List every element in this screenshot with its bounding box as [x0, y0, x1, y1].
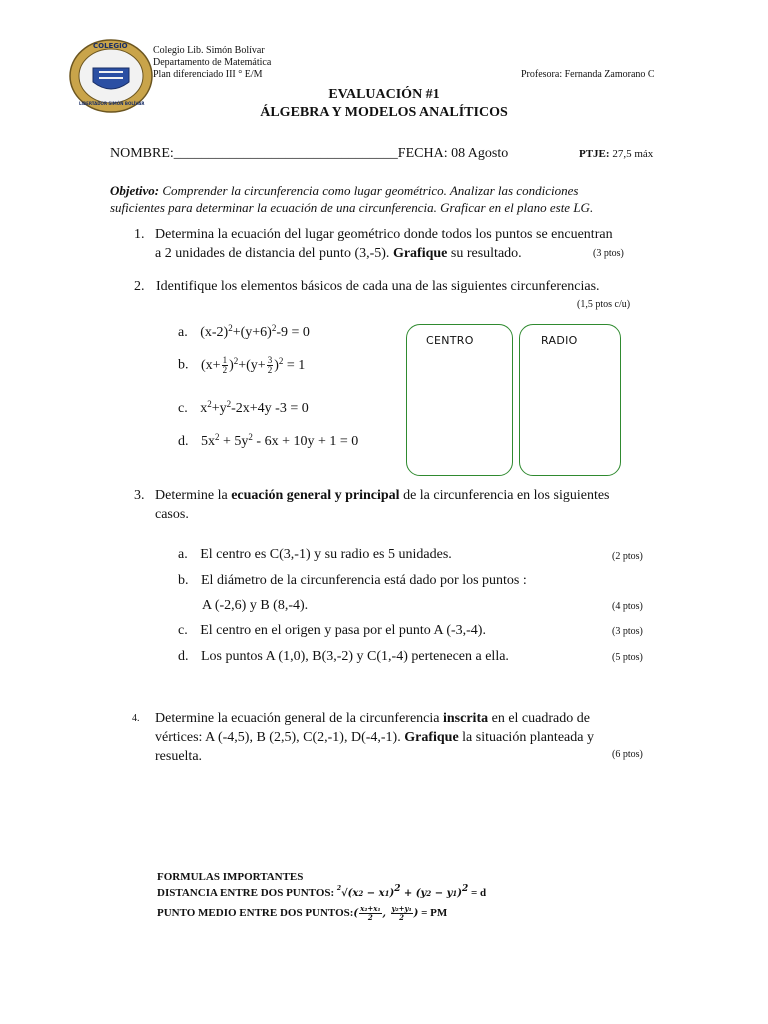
q3-line-2: casos.	[155, 507, 189, 522]
q2-item-b	[178, 356, 305, 375]
q1-line-1: Determina la ecuación del lugar geométrico donde todos los puntos se encuentran	[155, 227, 613, 242]
question-2	[134, 279, 600, 295]
q3-item-b-text: El diámetro de la circunferencia está dado por los puntos :	[201, 573, 527, 588]
midpoint-label: PUNTO MEDIO ENTRE DOS PUNTOS:	[157, 907, 354, 919]
q3-item-a-points: (2 ptos)	[612, 551, 643, 562]
q3-item-c-points: (3 ptos)	[612, 626, 643, 637]
q4-line-1c: en el cuadrado de	[491, 711, 590, 726]
objective-line-1: Comprender la circunferencia como lugar geométrico. Analizar las condiciones	[162, 183, 579, 198]
q1-line-2a: a 2 unidades de distancia del punto (3,-5).	[155, 246, 390, 261]
q3-line-1a: Determine la	[155, 488, 228, 503]
q3-item-c-label: c.	[178, 623, 188, 638]
q3-item-c	[178, 623, 486, 639]
score-label: PTJE:	[579, 148, 610, 160]
score-value: 27,5 máx	[612, 148, 654, 160]
plan-name: Plan diferenciado III ° E/M	[153, 69, 263, 80]
q2-item-a-label: a.	[178, 325, 188, 340]
title-line-1: EVALUACIÓN #1	[328, 87, 440, 102]
q2-text: Identifique los elementos básicos de cada una de las siguientes circunferencias.	[156, 279, 600, 294]
q1-line-2c: su resultado.	[450, 246, 522, 261]
q1-number: 1.	[134, 227, 145, 242]
name-label: NOMBRE:	[110, 146, 174, 161]
q2-points: (1,5 ptos c/u)	[577, 299, 631, 310]
formulas-section	[157, 869, 486, 922]
q2-item-a-equation: $(x-2)^2+(y+6)^2-9 = 0$	[200, 323, 310, 340]
q4-line-2a: vértices: A (-4,5), B (2,5), C(2,-1), D(-4,-1).	[155, 730, 401, 745]
question-3	[134, 486, 610, 524]
student-line	[110, 146, 508, 162]
distance-result: = d	[471, 887, 487, 899]
q3-item-a-label: a.	[178, 547, 188, 562]
objective-label: Objetivo:	[110, 183, 160, 198]
teacher-name: Profesora: Fernanda Zamorano C	[521, 69, 655, 80]
q2-item-d-label: d.	[178, 434, 189, 449]
midpoint-result: = PM	[421, 907, 448, 919]
q3-number: 3.	[134, 488, 145, 503]
q3-item-d-label: d.	[178, 649, 189, 664]
q4-line-1a: Determine la ecuación general de la circunferencia	[155, 711, 440, 726]
date-label: FECHA: 08 Agosto	[397, 146, 509, 161]
q2-item-b-equation: (x+ $\frac{1}{2}$ )$^2$+(y+ $\frac{3}{2}$ )$^2$ = 1	[201, 355, 306, 375]
q1-points: (3 ptos)	[593, 248, 624, 259]
q3-item-d-points: (5 ptos)	[612, 652, 643, 663]
q3-item-c-text: El centro en el origen y pasa por el punto A (-3,-4).	[200, 623, 486, 638]
name-blank[interactable]: ________________________________	[173, 146, 398, 161]
q4-line-2b: Grafique	[404, 730, 459, 745]
school-name: Colegio Lib. Simón Bolívar	[153, 45, 265, 56]
q3-item-a	[178, 547, 452, 563]
distance-formula	[157, 885, 486, 902]
midpoint-formula	[157, 905, 486, 922]
seal-text-top: COLEGIO	[93, 42, 128, 50]
title-line-2: ÁLGEBRA Y MODELOS ANALÍTICOS	[260, 105, 508, 120]
radio-answer-box[interactable]	[519, 324, 621, 476]
seal-text-bottom: LIBERTADOR SIMÓN BOLÍVAR	[79, 101, 145, 106]
q4-line-2c: la situación planteada y	[462, 730, 594, 745]
question-1	[134, 225, 613, 263]
q3-item-d	[178, 649, 509, 665]
q2-item-d	[178, 434, 358, 450]
q2-item-d-equation: $5x^2 + 5y^2 - 6x + 10y + 1 = 0$	[201, 432, 359, 449]
q2-item-b-label: b.	[178, 357, 189, 373]
midpoint-expression: ( $\frac{\text{x₂+x₁}}{2}$ , $\frac{\text{y₂+y₁}}{2}$ )	[353, 904, 419, 922]
q3-item-b-label: b.	[178, 573, 189, 588]
q3-line-1b: ecuación general y principal	[231, 488, 400, 503]
centro-answer-box[interactable]	[406, 324, 513, 476]
q4-number: 4.	[132, 713, 140, 724]
q2-item-a	[178, 325, 310, 341]
header-left	[153, 45, 271, 81]
department-name: Departamento de Matemática	[153, 57, 272, 68]
objective	[110, 182, 593, 216]
q2-item-c-equation: $x^2+y^2-2x+4y$ -3 = 0	[200, 399, 309, 416]
objective-line-2: suficientes para determinar la ecuación de una circunferencia. Graficar en el plano este LG.	[110, 200, 594, 215]
q4-line-3: resuelta.	[155, 749, 203, 764]
formulas-heading: FORMULAS IMPORTANTES	[157, 871, 304, 883]
question-4	[155, 709, 594, 766]
q1-line-2b: Grafique	[392, 246, 448, 261]
centro-box-label: CENTRO	[426, 334, 474, 347]
distance-expression: $^2√(x2 - x1)^2 + (y2 - y1)^2$	[336, 884, 469, 899]
q2-item-c-label: c.	[178, 401, 188, 416]
distance-label: DISTANCIA ENTRE DOS PUNTOS:	[157, 887, 335, 899]
q3-line-1c: de la circunferencia en los siguientes	[403, 488, 610, 503]
page-title	[0, 86, 768, 122]
q2-item-c	[178, 401, 309, 417]
q3-item-d-text: Los puntos A (1,0), B(3,-2) y C(1,-4) pertenecen a ella.	[201, 649, 509, 664]
q3-item-b	[178, 573, 527, 589]
q4-line-1b: inscrita	[443, 711, 489, 726]
q3-item-b-points-line: A (-2,6) y B (8,-4).	[202, 598, 309, 613]
q2-number: 2.	[134, 279, 145, 294]
radio-box-label: RADIO	[541, 334, 578, 347]
q3-item-b-points: (4 ptos)	[612, 601, 643, 612]
q4-points: (6 ptos)	[612, 749, 643, 760]
score-line	[579, 148, 653, 160]
q3-item-a-text: El centro es C(3,-1) y su radio es 5 unidades.	[200, 547, 452, 562]
